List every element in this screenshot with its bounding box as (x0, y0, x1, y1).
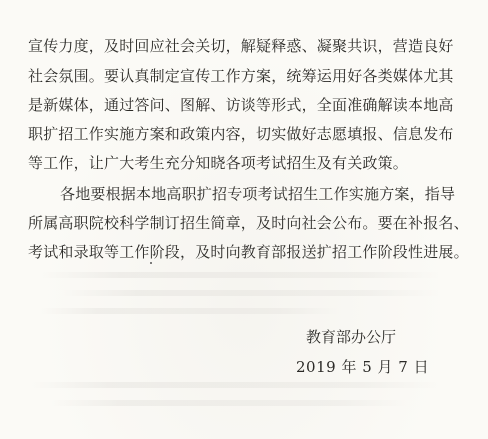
paragraph-line: 等工作，让广大考生充分知晓各项考试招生及有关政策。 (28, 154, 409, 172)
bleed-through-mark (40, 272, 440, 278)
paragraph-line: 所属高职院校科学制订招生简章，及时向社会公布。要在补报名、 (28, 214, 469, 232)
ink-dot (150, 262, 152, 264)
bleed-through-mark (50, 400, 410, 406)
bleed-through-mark (40, 308, 340, 314)
paragraph-line: 考试和录取等工作阶段，及时向教育部报送扩招工作阶段性进展。 (28, 243, 469, 261)
signature-date: 2019 年 5 月 7 日 (296, 358, 430, 376)
paragraph-line: 宣传力度，及时回应社会关切，解疑释惑、凝聚共识，营造良好 (28, 37, 454, 55)
paragraph-line: 社会氛围。要认真制定宣传工作方案，统筹运用好各类媒体尤其 (28, 67, 454, 85)
paragraph-line: 各地要根据本地高职扩招专项考试招生工作实施方案，指导 (60, 185, 456, 203)
bleed-through-mark (60, 290, 440, 296)
paragraph-line: 职扩招工作实施方案和政策内容，切实做好志愿填报、信息发布 (28, 125, 454, 143)
bleed-through-mark (30, 382, 440, 388)
signature-organization: 教育部办公厅 (306, 328, 397, 346)
paragraph-line: 是新媒体，通过答问、图解、访谈等形式，全面准确解读本地高 (28, 96, 454, 114)
